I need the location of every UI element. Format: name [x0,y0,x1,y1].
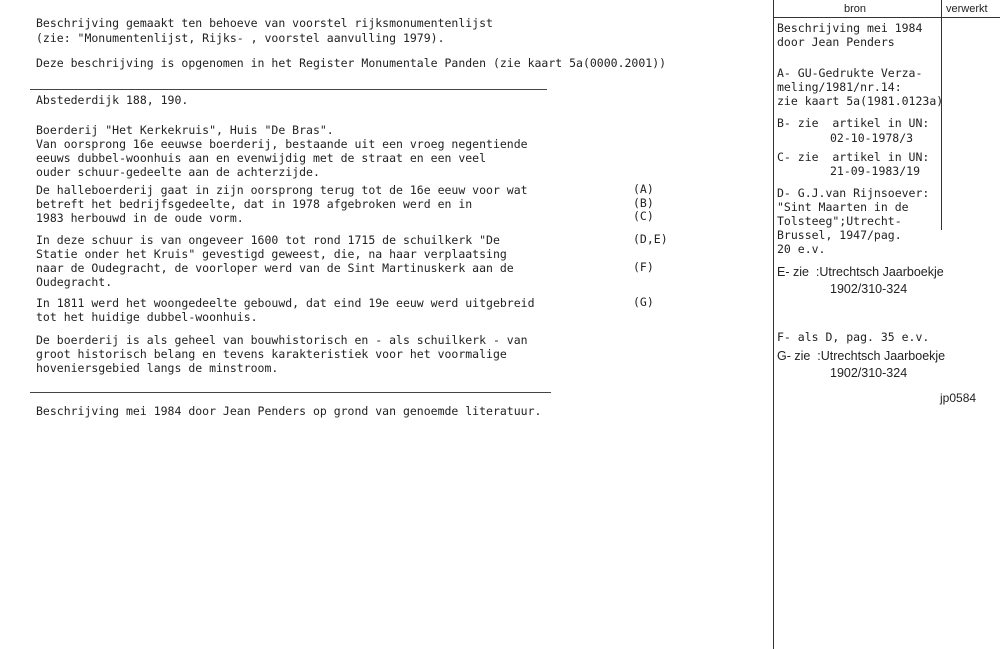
source-g-2: 1902/310-324 [830,366,908,380]
para5-line-1: De boerderij is als geheel van bouwhistorisch en - als schuilkerk - van [36,333,528,347]
source-a-3: zie kaart 5a(1981.0123a) [777,94,944,108]
para1-line-3: eeuws dubbel-woonhuis aan en evenwijdig met de straat en een veel [36,151,487,165]
footer-note: Beschrijving mei 1984 door Jean Penders op grond van genoemde literatuur. [36,404,542,418]
header-line-1: Beschrijving gemaakt ten behoeve van voorstel rijksmonumentenlijst [36,16,493,30]
para1-line-4: ouder schuur-gedeelte aan de achterzijde. [36,165,320,179]
para2-line-1: De halleboerderij gaat in zijn oorsprong terug tot de 16e eeuw voor wat [36,183,528,197]
para3-line-1: In deze schuur is van ongeveer 1600 tot rond 1715 de schuilkerk "De [36,233,500,247]
header-line-2: (zie: "Monumentenlijst, Rijks- , voorstel aanvulling 1979). [36,31,445,45]
column-divider [941,0,942,230]
address: Abstederdijk 188, 190. [36,93,189,107]
register-note: Deze beschrijving is opgenomen in het Register Monumentale Panden (zie kaart 5a(0000.2001)) [36,56,667,70]
source-d-4: Brussel, 1947/pag. [777,228,902,242]
source-c-1: C- zie artikel in UN: [777,150,930,164]
source-b-2: 02-10-1978/3 [830,131,914,145]
source-d-1: D- G.J.van Rijnsoever: [777,186,930,200]
para5-line-3: hoveniersgebied langs de minstroom. [36,361,279,375]
source-intro-2: door Jean Penders [777,35,895,49]
para4-line-2: tot het huidige dubbel-woonhuis. [36,310,258,324]
source-c-2: 21-09-1983/19 [830,164,921,178]
para2-line-3: 1983 herbouwd in de oude vorm. [36,211,244,225]
source-e-2: 1902/310-324 [830,282,908,296]
sidebar-header-rule [773,17,1000,18]
para1-line-2: Van oorsprong 16e eeuwse boerderij, bestaande uit een vroeg negentiende [36,137,528,151]
ref-c: (C) [633,209,654,223]
source-intro-1: Beschrijving mei 1984 [777,21,923,35]
para1-line-1: Boerderij "Het Kerkekruis", Huis "De Bras". [36,123,334,137]
column-header-verwerkt: verwerkt [946,3,988,15]
column-header-bron: bron [844,3,867,15]
para2-line-2: betreft het bedrijfsgedeelte, dat in 1978 afgebroken werd en in [36,197,473,211]
source-d-2: "Sint Maarten in de [777,200,909,214]
ref-de: (D,E) [633,232,668,246]
source-g-1: G- zie :Utrechtsch Jaarboekje [777,349,946,363]
para3-line-2: Statie onder het Kruis" gevestigd geweest, die, na haar verplaatsing [36,247,507,261]
source-d-3: Tolsteeg";Utrecht- [777,214,902,228]
source-d-5: 20 e.v. [777,242,826,256]
divider-bottom [30,392,551,393]
source-e-1: E- zie :Utrechtsch Jaarboekje [777,265,944,279]
divider-top [30,89,547,90]
para3-line-4: Oudegracht. [36,275,113,289]
ref-f: (F) [633,260,654,274]
source-b-1: B- zie artikel in UN: [777,116,930,130]
para5-line-2: groot historisch belang en tevens karakteristiek voor het voormalige [36,347,507,361]
ref-a: (A) [633,182,654,196]
para3-line-3: naar de Oudegracht, de voorloper werd van de Sint Martinuskerk aan de [36,261,514,275]
ref-g: (G) [633,295,654,309]
document-code: jp0584 [940,391,977,405]
source-a-2: meling/1981/nr.14: [777,80,902,94]
source-f: F- als D, pag. 35 e.v. [777,330,930,344]
para4-line-1: In 1811 werd het woongedeelte gebouwd, dat eind 19e eeuw werd uitgebreid [36,296,535,310]
sidebar-border-left [773,0,774,649]
ref-b: (B) [633,196,654,210]
source-a-1: A- GU-Gedrukte Verza- [777,66,923,80]
